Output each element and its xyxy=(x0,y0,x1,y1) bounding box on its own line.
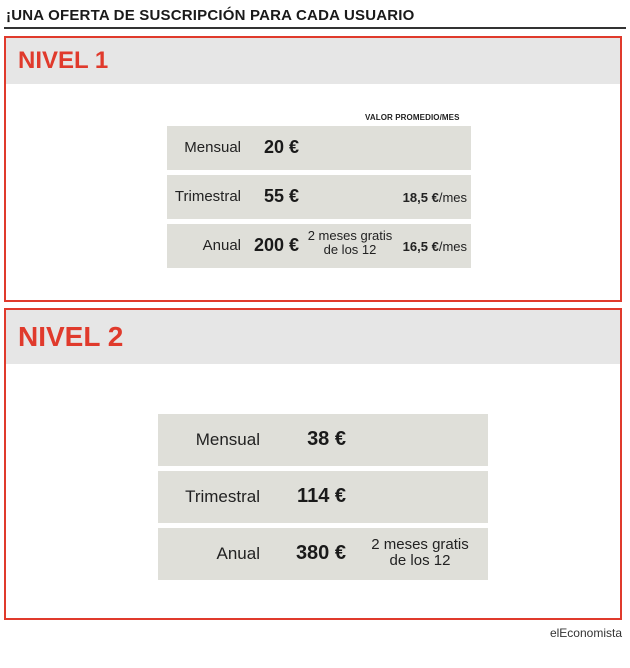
row-label: Mensual xyxy=(195,430,260,449)
title-rule xyxy=(4,27,626,29)
row-price: 200 € xyxy=(253,235,299,255)
row-average xyxy=(403,190,467,205)
level-1-row-monthly xyxy=(167,126,471,170)
row-label: Anual xyxy=(216,544,260,563)
row-price: 380 € xyxy=(295,542,346,564)
level-2-panel xyxy=(4,308,622,620)
note-line-1: 2 meses gratis xyxy=(371,536,469,553)
row-note xyxy=(307,229,393,256)
note-line-2: de los 12 xyxy=(389,551,451,569)
level-1-row-annual xyxy=(167,224,471,268)
level-2-title: NIVEL 2 xyxy=(18,321,124,352)
level-1-row-quarterly xyxy=(167,175,471,219)
level-2-row-annual xyxy=(158,528,488,580)
row-price: 38 € xyxy=(307,428,346,450)
row-label: Trimestral xyxy=(185,487,260,506)
average-unit: /mes xyxy=(438,190,467,205)
level-1-header xyxy=(6,38,620,84)
average-value: 18,5 € xyxy=(402,190,439,205)
level-2-row-monthly xyxy=(158,414,488,466)
row-price: 20 € xyxy=(263,137,299,157)
note-line-1: 2 meses gratis xyxy=(307,228,393,243)
row-note xyxy=(362,537,478,569)
note-line-2: de los 12 xyxy=(323,241,377,257)
level-2-row-quarterly xyxy=(158,471,488,523)
level-1-panel xyxy=(4,36,622,302)
row-label: Trimestral xyxy=(174,188,241,205)
level-1-title: NIVEL 1 xyxy=(18,47,109,74)
infographic-title: ¡UNA OFERTA DE SUSCRIPCIÓN PARA CADA USUARIO xyxy=(6,7,415,24)
average-column-header: VALOR PROMEDIO/MES xyxy=(365,113,460,122)
row-label: Anual xyxy=(202,237,241,254)
row-label: Mensual xyxy=(184,139,241,156)
average-value: 16,5 € xyxy=(402,239,439,254)
average-unit: /mes xyxy=(438,239,467,254)
source-credit: elEconomista xyxy=(549,626,622,640)
row-price: 55 € xyxy=(263,186,299,206)
row-price: 114 € xyxy=(297,485,346,507)
level-2-header xyxy=(6,310,620,364)
row-average xyxy=(403,239,467,254)
